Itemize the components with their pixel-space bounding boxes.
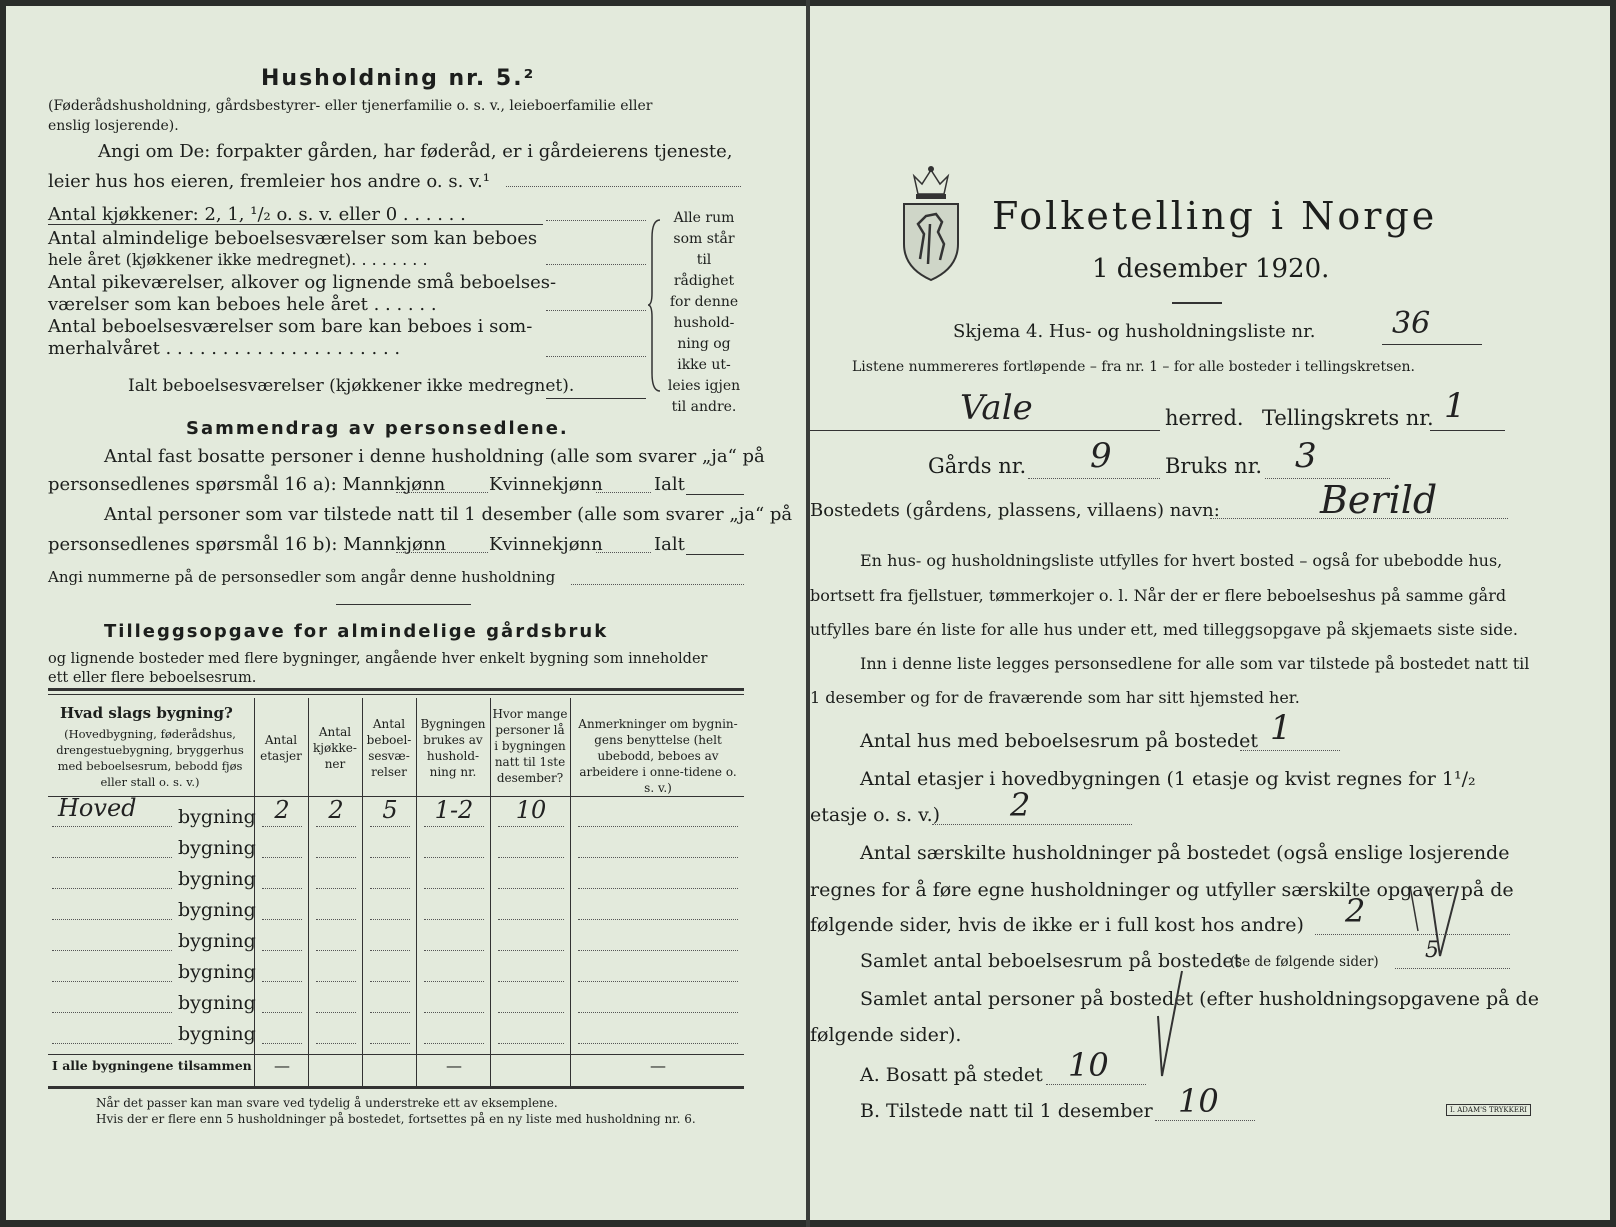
b-kvinne-label: Kvinnekjønn bbox=[489, 534, 603, 555]
col-etasjer-head: Antal etasjer bbox=[260, 733, 302, 763]
husholdninger-value: 2 bbox=[1345, 892, 1366, 930]
nummer-line: Angi nummerne på de personsedler som angår denne husholdning bbox=[48, 568, 556, 586]
table-cell-line bbox=[316, 1012, 356, 1013]
brace-note-line: ning og bbox=[677, 336, 731, 352]
brace-note bbox=[664, 208, 744, 418]
norwegian-coat-of-arms-icon bbox=[900, 164, 962, 282]
col-beboelse-head: Antal beboel-sesvæ-relser bbox=[366, 717, 412, 779]
household-subtitle-2: enslig losjerende). bbox=[48, 118, 179, 134]
tellingskrets-value: 1 bbox=[1444, 386, 1466, 426]
col1-head: Hvad slags bygning? bbox=[60, 704, 233, 722]
footnote-1: Når det passer kan man svare ved tydelig å understreke ett av eksemplene. bbox=[96, 1096, 558, 1110]
kitchens-underline bbox=[48, 224, 543, 225]
building-name-line bbox=[52, 919, 172, 920]
building-suffix: bygning bbox=[178, 868, 256, 890]
col-husholdning-head: Bygningen brukes av hushold-ning nr. bbox=[420, 717, 486, 779]
gards-label: Gårds nr. bbox=[928, 454, 1027, 478]
table-col-divider bbox=[416, 698, 417, 1086]
nummer-answer bbox=[571, 584, 744, 585]
table-total-rule bbox=[48, 1054, 744, 1055]
table-cell-line bbox=[316, 981, 356, 982]
summary-b-line2: personsedlenes spørsmål 16 b): Mannkjønn bbox=[48, 534, 447, 555]
building-suffix: bygning bbox=[178, 806, 256, 828]
table-cell-line bbox=[370, 888, 410, 889]
info-line-1: En hus- og husholdningsliste utfylles for hvert bosted – også for ubebodde hus, bbox=[860, 551, 1503, 570]
building-suffix: bygning bbox=[178, 1023, 256, 1045]
tilstede-label: B. Tilstede natt til 1 desember bbox=[860, 1100, 1153, 1122]
total-cell: — bbox=[650, 1056, 666, 1075]
table-cell-line bbox=[316, 857, 356, 858]
building-name-line bbox=[52, 1012, 172, 1013]
table-cell-line bbox=[370, 826, 410, 827]
table-cell-line bbox=[370, 981, 410, 982]
table-cell-line bbox=[370, 950, 410, 951]
antal-hus-label: Antal hus med beboelsesrum på bostedet bbox=[860, 730, 1259, 752]
small-answer bbox=[546, 310, 646, 311]
samlet-rum-note: (se de følgende sider) bbox=[1230, 954, 1379, 970]
rooms-summer-1: Antal beboelsesværelser som bare kan beboes i som- bbox=[48, 316, 533, 337]
table-cell-line bbox=[316, 950, 356, 951]
angi-line-2: leier hus hos eieren, fremleier hos andre o. s. v.¹ bbox=[48, 171, 490, 192]
a-kvinne-label: Kvinnekjønn bbox=[489, 474, 603, 495]
col-personer-head: Hvor mange personer lå i bygningen natt til 1ste desember? bbox=[492, 707, 568, 785]
table-cell-line bbox=[578, 1012, 738, 1013]
antal-hus-line bbox=[1240, 750, 1340, 751]
building-name-line bbox=[52, 950, 172, 951]
table-cell-line bbox=[424, 919, 484, 920]
etasjer-value: 2 bbox=[1010, 786, 1031, 824]
antal-hus-value: 1 bbox=[1270, 708, 1292, 748]
table-bottom-rule bbox=[48, 1086, 744, 1089]
building-suffix: bygning bbox=[178, 899, 256, 921]
info-line-5: 1 desember og for de fraværende som har sitt hjemsted her. bbox=[810, 688, 1300, 707]
table-top-rule bbox=[48, 688, 744, 691]
rooms-ordinary-1: Antal almindelige beboelsesværelser som kan beboes bbox=[48, 228, 538, 249]
bosatt-line bbox=[1046, 1084, 1146, 1085]
building-suffix: bygning bbox=[178, 930, 256, 952]
herred-label: herred. bbox=[1165, 406, 1244, 430]
building-name-line bbox=[52, 1043, 172, 1044]
husholdninger-line2: regnes for å føre egne husholdninger og utfyller særskilte opgaver på de bbox=[810, 879, 1514, 901]
husholdninger-line3: følgende sider, hvis de ikke er i full kost hos andre) bbox=[810, 914, 1304, 936]
table-cell-line bbox=[316, 826, 356, 827]
table-cell-line bbox=[370, 919, 410, 920]
a-ialt-label: Ialt bbox=[654, 474, 685, 495]
table-col-divider bbox=[362, 698, 363, 1086]
table-cell-line bbox=[424, 826, 484, 827]
angi-answer-line bbox=[506, 186, 741, 187]
angi-line-1: Angi om De: forpakter gården, har føderåd, er i gårdeierens tjeneste, bbox=[98, 141, 733, 162]
skjema-number-line bbox=[1382, 344, 1482, 345]
table-cell-line bbox=[498, 950, 564, 951]
bosted-line bbox=[1210, 518, 1508, 519]
brace-note-line: til andre. bbox=[671, 399, 737, 415]
info-line-3: utfylles bare én liste for alle hus under ett, med tilleggsopgave på skjemaets siste side. bbox=[810, 620, 1518, 639]
table-cell-line bbox=[498, 1043, 564, 1044]
samlet-personer-line2: følgende sider). bbox=[810, 1024, 962, 1046]
ialt-rooms-label: Ialt beboelsesværelser (kjøkkener ikke medregnet). bbox=[128, 376, 575, 396]
info-line-2: bortsett fra fjellstuer, tømmerkojer o. l. Når der er flere beboelseshus på samme gård bbox=[810, 586, 1507, 605]
table-cell-line bbox=[262, 981, 302, 982]
table-cell-line bbox=[424, 950, 484, 951]
building-name: Hoved bbox=[58, 794, 137, 822]
table-cell-line bbox=[262, 888, 302, 889]
brace-note-line: ikke ut- bbox=[677, 357, 731, 373]
bosatt-label: A. Bosatt på stedet bbox=[860, 1064, 1043, 1086]
right-page bbox=[810, 6, 1610, 1220]
col-kjokken-head: Antal kjøkke-ner bbox=[313, 725, 357, 771]
table-cell-line bbox=[424, 981, 484, 982]
brace-note-line: for denne bbox=[669, 294, 739, 310]
table-cell-line bbox=[262, 919, 302, 920]
table-cell-line bbox=[370, 1012, 410, 1013]
household-title: Husholdning nr. 5.² bbox=[261, 66, 536, 91]
summary-a-line2: personsedlenes spørsmål 16 a): Mannkjønn bbox=[48, 474, 446, 495]
table-cell-line bbox=[498, 826, 564, 827]
total-cell: — bbox=[446, 1056, 462, 1075]
title-divider bbox=[1172, 302, 1222, 304]
summary-a-line1: Antal fast bosatte personer i denne husholdning (alle som svarer „ja“ på bbox=[104, 446, 765, 467]
brace-note-line: leies igjen bbox=[667, 378, 741, 394]
table-cell-line bbox=[316, 1043, 356, 1044]
total-label: I alle bygningene tilsammen bbox=[52, 1058, 252, 1073]
household-subtitle-1: (Føderådshusholdning, gårdsbestyrer- eller tjenerfamilie o. s. v., leieboerfamilie eller bbox=[48, 98, 653, 114]
husholdninger-line1: Antal særskilte husholdninger på bostedet (også enslige losjerende bbox=[860, 842, 1510, 864]
gards-value: 9 bbox=[1090, 436, 1112, 476]
left-page bbox=[6, 6, 806, 1220]
herred-line bbox=[810, 430, 1160, 431]
a-kvinne-answer bbox=[596, 492, 651, 493]
checkmark-annotations bbox=[1140, 876, 1470, 1106]
rooms-small-2: værelser som kan beboes hele året . . . . . . bbox=[48, 294, 437, 315]
table-cell-line bbox=[262, 826, 302, 827]
brace-note-line: hushold- bbox=[673, 315, 735, 331]
tellingskrets-label: Tellingskrets nr. bbox=[1262, 406, 1434, 430]
section-divider bbox=[336, 604, 471, 605]
etasjer-line bbox=[932, 824, 1132, 825]
rooms-kitchens: Antal kjøkkener: 2, 1, ¹/₂ o. s. v. eller 0 . . . . . . bbox=[48, 204, 466, 225]
table-col-divider bbox=[570, 698, 571, 1086]
building-suffix: bygning bbox=[178, 992, 256, 1014]
samlet-rum-value: 5 bbox=[1425, 938, 1439, 963]
b-mann-answer bbox=[396, 552, 488, 553]
table-cell-line bbox=[578, 857, 738, 858]
table-cell-line bbox=[578, 1043, 738, 1044]
gards-line bbox=[1028, 478, 1160, 479]
table-col-divider bbox=[490, 698, 491, 1086]
table-cell-line bbox=[498, 888, 564, 889]
table-cell-line bbox=[262, 950, 302, 951]
tillegg-title: Tilleggsopgave for almindelige gårdsbruk bbox=[104, 621, 609, 642]
table-cell-line bbox=[316, 888, 356, 889]
bosatt-value: 10 bbox=[1068, 1046, 1109, 1084]
tilstede-line bbox=[1155, 1120, 1255, 1121]
samlet-personer-line1: Samlet antal personer på bostedet (efter husholdningsopgavene på de bbox=[860, 988, 1539, 1010]
bosted-label: Bostedets (gårdens, plassens, villaens) navn: bbox=[810, 500, 1220, 521]
ordinary-answer bbox=[546, 264, 646, 265]
table-cell: 10 bbox=[515, 796, 547, 824]
tillegg-line1: og lignende bosteder med flere bygninger, angående hver enkelt bygning som inneholder bbox=[48, 651, 708, 667]
bruks-value: 3 bbox=[1295, 436, 1317, 476]
building-suffix: bygning bbox=[178, 961, 256, 983]
bruks-label: Bruks nr. bbox=[1165, 454, 1263, 478]
table-cell-line bbox=[316, 919, 356, 920]
table-cell: 5 bbox=[382, 796, 398, 824]
brace-icon bbox=[648, 218, 664, 393]
table-cell-line bbox=[578, 826, 738, 827]
summer-answer bbox=[546, 356, 646, 357]
etasjer-line1: Antal etasjer i hovedbygningen (1 etasje og kvist regnes for 1¹/₂ bbox=[860, 768, 1476, 790]
herred-value: Vale bbox=[960, 388, 1033, 428]
table-cell-line bbox=[424, 1012, 484, 1013]
building-name-line bbox=[52, 888, 172, 889]
table-cell-line bbox=[370, 1043, 410, 1044]
rooms-small-1: Antal pikeværelser, alkover og lignende små beboelses- bbox=[48, 272, 557, 293]
rooms-summer-2: merhalvåret . . . . . . . . . . . . . . . . . . . . . bbox=[48, 338, 401, 359]
building-suffix: bygning bbox=[178, 837, 256, 859]
a-ialt-answer bbox=[686, 494, 744, 495]
total-cell: — bbox=[274, 1056, 290, 1075]
tillegg-line2: ett eller flere beboelsesrum. bbox=[48, 670, 257, 686]
table-top-rule-2 bbox=[48, 694, 744, 695]
footnote-2: Hvis der er flere enn 5 husholdninger på bostedet, fortsettes på en ny liste med husholdning nr. 6. bbox=[96, 1112, 696, 1126]
building-name-line bbox=[52, 826, 172, 827]
etasjer-line2: etasje o. s. v.) bbox=[810, 804, 941, 826]
summary-title: Sammendrag av personsedlene. bbox=[186, 418, 569, 439]
table-cell-line bbox=[262, 1012, 302, 1013]
col-anmerkning-head: Anmerkninger om bygnin-gens benyttelse (helt ubebodd, beboes av arbeidere i onne-tidene o. s. v.) bbox=[578, 717, 738, 795]
table-cell-line bbox=[498, 919, 564, 920]
table-col-divider bbox=[308, 698, 309, 1086]
skjema-label: Skjema 4. Hus- og husholdningsliste nr. bbox=[953, 321, 1316, 342]
table-cell-line bbox=[424, 1043, 484, 1044]
table-cell-line bbox=[498, 857, 564, 858]
table-cell-line bbox=[578, 950, 738, 951]
info-line-4: Inn i denne liste legges personsedlene for alle som var tilstede på bostedet natt til bbox=[860, 654, 1530, 673]
table-cell-line bbox=[578, 919, 738, 920]
a-mann-answer bbox=[396, 492, 488, 493]
printer-mark: I. ADAM'S TRYKKERI bbox=[1446, 1104, 1531, 1116]
table-cell-line bbox=[262, 857, 302, 858]
skjema-number: 36 bbox=[1392, 306, 1431, 341]
b-ialt-label: Ialt bbox=[654, 534, 685, 555]
building-name-line bbox=[52, 857, 172, 858]
brace-note-line: som står til bbox=[673, 231, 735, 268]
col1-sub: (Hovedbygning, føderådshus, drengestuebygning, bryggerhus med beboelsesrum, bebodd fjøs eller stall o. s. v.) bbox=[56, 727, 244, 789]
bosted-value: Berild bbox=[1320, 478, 1438, 522]
table-cell-line bbox=[370, 857, 410, 858]
kitchens-answer bbox=[546, 220, 646, 221]
table-cell: 1-2 bbox=[434, 796, 474, 824]
table-cell-line bbox=[498, 1012, 564, 1013]
summary-b-line1: Antal personer som var tilstede natt til 1 desember (alle som svarer „ja“ på bbox=[104, 504, 793, 525]
table-cell-line bbox=[578, 888, 738, 889]
listene-note: Listene nummereres fortløpende – fra nr. 1 – for alle bosteder i tellingskretsen. bbox=[852, 359, 1416, 375]
main-title: Folketelling i Norge bbox=[992, 194, 1438, 238]
tellingskrets-line bbox=[1430, 430, 1505, 431]
rooms-ordinary-2: hele året (kjøkkener ikke medregnet). . . . . . . . bbox=[48, 250, 428, 269]
samlet-rum-label: Samlet antal beboelsesrum på bostedet bbox=[860, 950, 1242, 972]
brace-note-line: Alle rum bbox=[673, 210, 735, 226]
table-cell: 2 bbox=[274, 796, 290, 824]
b-kvinne-answer bbox=[596, 552, 651, 553]
table-cell-line bbox=[424, 857, 484, 858]
b-ialt-answer bbox=[686, 554, 744, 555]
building-name-line bbox=[52, 981, 172, 982]
brace-note-line: rådighet bbox=[673, 273, 735, 289]
table-cell: 2 bbox=[328, 796, 344, 824]
table-cell-line bbox=[424, 888, 484, 889]
table-cell-line bbox=[498, 981, 564, 982]
tilstede-value: 10 bbox=[1178, 1082, 1219, 1120]
ialt-rooms-answer bbox=[546, 398, 646, 399]
census-date: 1 desember 1920. bbox=[1092, 254, 1330, 284]
table-cell-line bbox=[262, 1043, 302, 1044]
table-cell-line bbox=[578, 981, 738, 982]
